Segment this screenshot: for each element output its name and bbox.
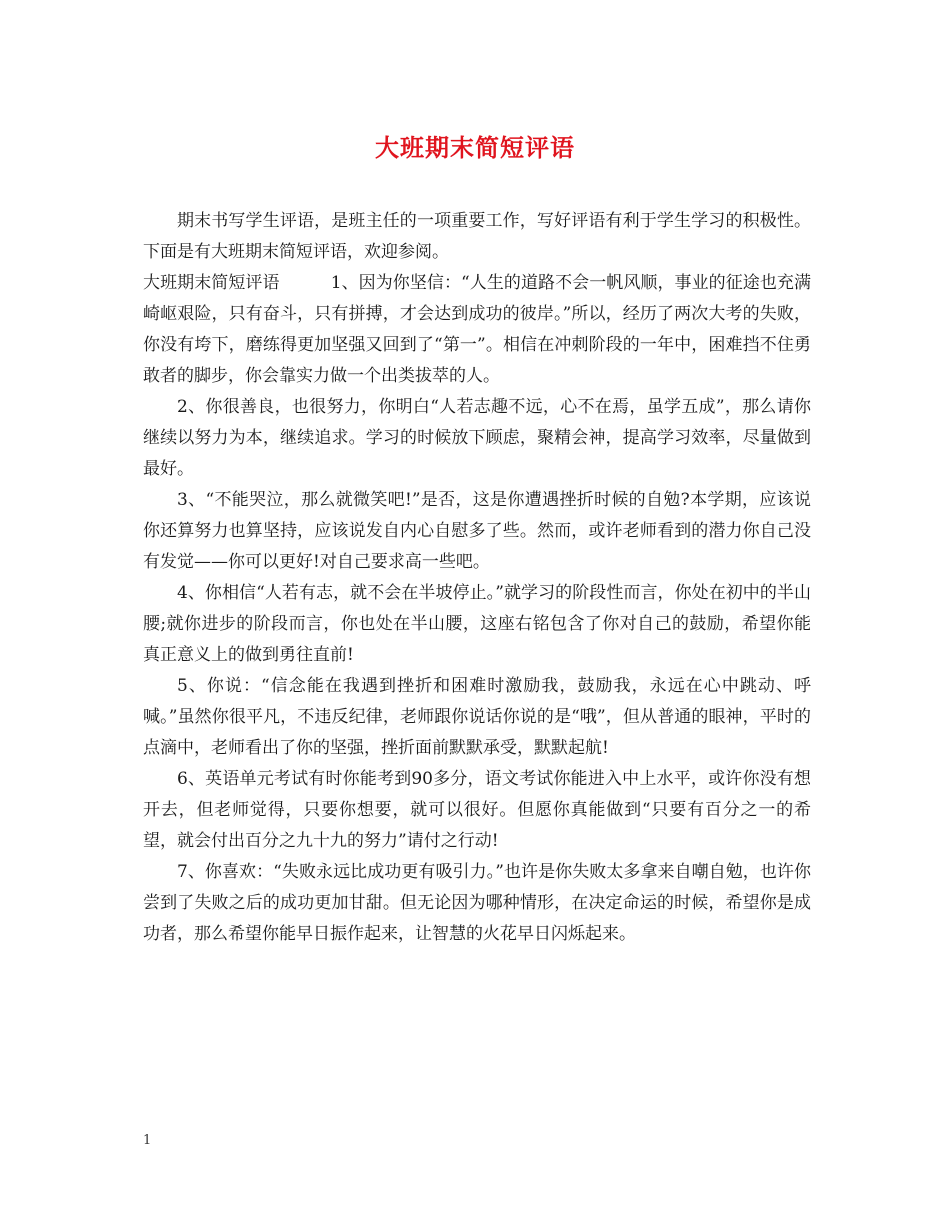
paragraph-comment-4: 4、你相信“人若有志，就不会在半坡停止。”就学习的阶段性而言，你处在初中的半山腰;就你进步的阶段而言，你也处在半山腰，这座右铭包含了你对自己的鼓励，希望你能真正意义上的做到勇往直前! (143, 583, 811, 665)
paragraph-comment-3: 3、“不能哭泣，那么就微笑吧!”是否，这是你遭遇挫折时候的自勉?本学期，应该说你还算努力也算坚持，应该说发自内心自慰多了些。然而，或许老师看到的潜力你自己没有发觉——你可以更好!对自己要求高一些吧。 (143, 490, 811, 572)
paragraph-comment-1: 大班期末简短评语 1、因为你坚信：“人生的道路不会一帆风顺，事业的征途也充满崎岖艰险，只有奋斗，只有拼搏，才会达到成功的彼岸。”所以，经历了两次大考的失败，你没有垮下，磨练得更加坚强又回到了“第一”。相信在冲刺阶段的一年中，困难挡不住勇敢者的脚步，你会靠实力做一个出类拔萃的人。 (143, 273, 811, 386)
paragraph-comment-6: 6、英语单元考试有时你能考到90多分，语文考试你能进入中上水平，或许你没有想开去，但老师觉得，只要你想要，就可以很好。但愿你真能做到“只要有百分之一的希望，就会付出百分之九十九的努力”请付之行动! (143, 769, 811, 851)
page-number: 1 (143, 1133, 152, 1148)
document-body (143, 206, 811, 950)
paragraph-intro: 期末书写学生评语，是班主任的一项重要工作，写好评语有利于学生学习的积极性。下面是有大班期末简短评语，欢迎参阅。 (143, 211, 811, 262)
paragraph-comment-5: 5、你说：“信念能在我遇到挫折和困难时激励我，鼓励我，永远在心中跳动、呼喊。”虽然你很平凡，不违反纪律，老师跟你说话你说的是“哦”，但从普通的眼神，平时的点滴中，老师看出了你的坚强，挫折面前默默承受，默默起航! (143, 676, 811, 758)
paragraph-comment-7: 7、你喜欢：“失败永远比成功更有吸引力。”也许是你失败太多拿来自嘲自勉，也许你尝到了失败之后的成功更加甘甜。但无论因为哪种情形，在决定命运的时候，希望你是成功者，那么希望你能早日振作起来，让智慧的火花早日闪烁起来。 (143, 862, 811, 944)
paragraph-comment-2: 2、你很善良，也很努力，你明白“人若志趣不远，心不在焉，虽学五成”，那么请你继续以努力为本，继续追求。学习的时候放下顾虑，聚精会神，提高学习效率，尽量做到最好。 (143, 397, 811, 479)
document-title: 大班期末简短评语 (375, 133, 575, 162)
